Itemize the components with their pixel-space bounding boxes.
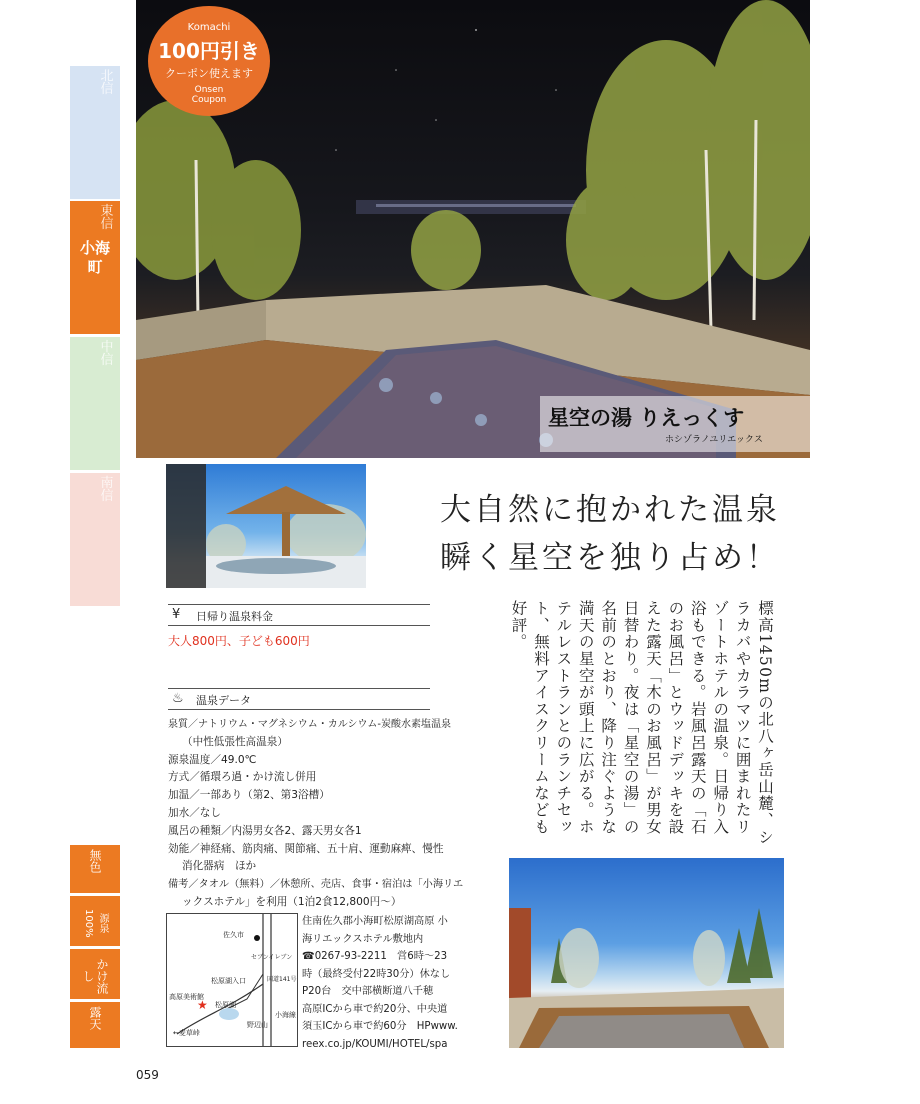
spring-notes-cont: ックスホテル」を利用（1泊2食12,800円～） xyxy=(182,895,402,908)
access-address: 住南佐久郡小海町松原湖高原 小 xyxy=(302,916,448,927)
access-route-1: 高原ICから車で約20分、中央道 xyxy=(302,1003,448,1015)
index-tab-mid[interactable] xyxy=(70,337,120,470)
tag-colorless: 無色 xyxy=(70,845,120,893)
map-label-seven: セブンイレブン xyxy=(251,954,293,961)
index-tab-south[interactable] xyxy=(70,473,120,606)
map-location-star-icon: ★ xyxy=(197,998,208,1012)
outdoor-bath-day-photo xyxy=(509,858,784,1048)
spring-method: 方式／循環ろ過・かけ流し併用 xyxy=(168,771,317,784)
spring-data-header xyxy=(168,688,430,710)
spring-notes: 備考／タオル（無料）／休憩所、売店、食事・宿泊は「小海リエ xyxy=(168,879,464,891)
map-label-route: 国道141号 xyxy=(267,976,297,983)
access-address-cont: 海リエックスホテル敷地内 xyxy=(302,933,424,945)
spring-data-label: 温泉データ xyxy=(196,694,251,707)
map-label-mugikusa: ←麦草峠 xyxy=(173,1029,200,1037)
hot-spring-icon: ♨ xyxy=(172,691,184,706)
page-number: 059 xyxy=(136,1068,159,1082)
yen-icon: ¥ xyxy=(172,607,181,622)
map-label-koumi-line: 小海線 xyxy=(275,1011,296,1019)
access-hours-closed: 時（最終受付22時30分）休なし xyxy=(302,968,451,980)
tag-flowing: かけ流し xyxy=(70,949,120,999)
access-map[interactable] xyxy=(166,913,298,1047)
coupon-sub: クーポン使えます xyxy=(165,67,253,80)
tag-outdoor: 露天 xyxy=(70,1002,120,1048)
tab-east-label: 東信 xyxy=(100,204,114,232)
tab-mid-label: 中信 xyxy=(100,340,114,368)
tab-active-town: 小海町 xyxy=(79,239,110,276)
coupon-badge[interactable] xyxy=(148,6,270,116)
access-route-2: 須玉ICから車で約60分 HPwww. xyxy=(302,1021,458,1032)
umbrella-bath-photo xyxy=(166,464,366,588)
tab-south-label: 南信 xyxy=(100,476,114,504)
headline-line2: 瞬く星空を独り占め！ xyxy=(440,540,780,576)
spring-bath-types: 風呂の種類／内湯男女各2、露天男女各1 xyxy=(168,824,362,837)
coupon-main: 100円引き xyxy=(158,39,260,63)
headline-line1: 大自然に抱かれた温泉 xyxy=(440,492,780,528)
index-tab-east[interactable] xyxy=(70,201,120,334)
spring-quality-note: （中性低張性高温泉） xyxy=(182,735,288,748)
index-tab-north[interactable] xyxy=(70,66,120,199)
daytime-scene xyxy=(509,858,784,1048)
tag-source-100: 源泉100% xyxy=(70,896,120,946)
spring-effects: 効能／神経痛、筋肉痛、関節痛、五十肩、運動麻痺、慢性 xyxy=(168,842,444,855)
spring-effects-cont: 消化器病 ほか xyxy=(182,860,257,873)
spring-data-list xyxy=(168,716,464,912)
coupon-line2: Coupon xyxy=(191,95,227,105)
umbrella-scene xyxy=(166,464,366,588)
access-phone-hours: ☎0267-93-2211 営6時～23 xyxy=(302,951,448,962)
hero-kana: ホシゾラノユリエックス xyxy=(665,435,763,445)
map-label-nobeyama: 野辺山 xyxy=(247,1021,268,1029)
price-section-label: 日帰り温泉料金 xyxy=(196,610,273,623)
map-label-lake: 松原湖 xyxy=(215,1001,236,1009)
map-label-museum: 高原美術館 xyxy=(169,993,204,1001)
access-parking-traffic: P20台 交中部横断道八千穂 xyxy=(302,986,434,997)
access-info xyxy=(302,913,472,1053)
body-text: 標高1450mの北八ヶ岳山麓、シラカバやカラマツに囲まれたリゾートホテルの温泉。日帰り入浴もできる。岩風呂露天の「石のお風呂」とウッドデッキを設えた露天「木のお風呂」が男女日替わり。夜は「星空の湯」の名前のとおり、降り注ぐような満天の星空が頭上に広がる。ホテルレストランとのランチセット、無料アイスクリームなども好評。 xyxy=(509,600,774,846)
price-value: 大人800円、子ども600円 xyxy=(168,634,310,648)
access-website[interactable]: reex.co.jp/KOUMI/HOTEL/spa xyxy=(302,1038,448,1050)
price-section-header xyxy=(168,604,430,626)
spring-water-added: 加水／なし xyxy=(168,806,221,819)
tab-north-label: 北信 xyxy=(100,69,114,97)
map-label-saku: 佐久市 xyxy=(223,931,244,939)
hero-title: 星空の湯 りえっくす xyxy=(548,406,745,430)
coupon-brand: Komachi xyxy=(187,22,231,33)
map-label-matsubara-entrance: 松原湖入口 xyxy=(211,977,246,985)
spring-temperature: 源泉温度／49.0℃ xyxy=(168,753,257,766)
spring-heating: 加温／一部あり（第2、第3浴槽） xyxy=(168,789,330,802)
spring-quality: 泉質／ナトリウム・マグネシウム・カルシウム-炭酸水素塩温泉 xyxy=(168,719,451,730)
coupon-line1: Onsen xyxy=(194,85,224,95)
